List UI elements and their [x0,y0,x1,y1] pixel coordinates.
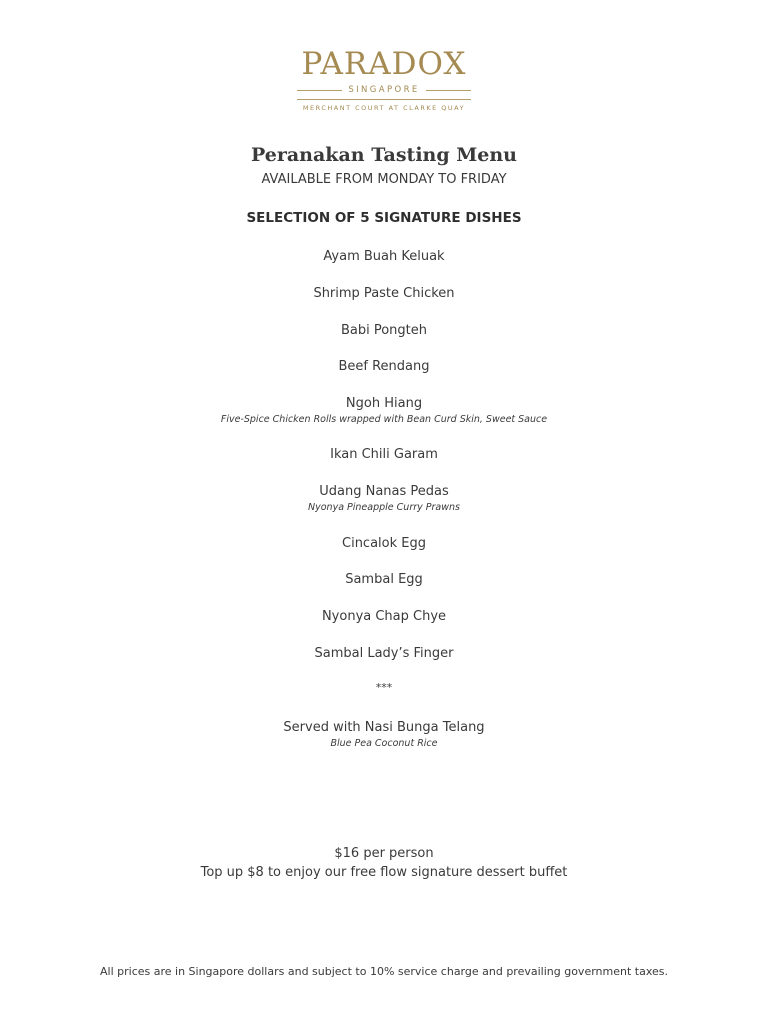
dish-item [0,535,768,553]
dish-item [0,483,768,515]
logo-location: MERCHANT COURT AT CLARKE QUAY [302,104,466,112]
price-footnote: All prices are in Singapore dollars and subject to 10% service charge and prevailing government taxes. [100,965,668,978]
dish-name: Babi Pongteh [340,323,428,338]
logo-city: SINGAPORE [348,85,420,95]
dish-name: Sambal Egg [345,572,423,587]
dish-item [0,446,768,464]
dish-name: Ayam Buah Keluak [323,249,445,264]
dish-item [0,608,768,626]
logo-brand: PARADOX [301,46,467,82]
paradox-logo [0,46,768,113]
topup-offer: Top up $8 to enjoy our free flow signature dessert buffet [200,865,568,880]
logo-city-row [297,84,471,96]
separator: *** [375,681,393,694]
dish-description: Nyonya Pineapple Curry Prawns [308,502,460,513]
dish-item [0,571,768,589]
dish-name: Udang Nanas Pedas [319,484,449,499]
price: $16 per person [334,846,434,861]
menu-availability: AVAILABLE FROM MONDAY TO FRIDAY [261,172,507,187]
served-with-description: Blue Pea Coconut Rice [330,738,438,749]
served-with [0,719,768,751]
dish-name: Beef Rendang [338,359,430,374]
dish-name: Ngoh Hiang [345,396,423,411]
served-with-name: Served with Nasi Bunga Telang [283,720,485,735]
dish-description: Five-Spice Chicken Rolls wrapped with Bean Curd Skin, Sweet Sauce [220,414,548,425]
dish-name: Ikan Chili Garam [330,447,438,462]
logo-rule-right [426,90,471,91]
dish-item [0,322,768,340]
dish-name: Shrimp Paste Chicken [313,286,455,301]
dish-item [0,358,768,376]
dish-item [0,248,768,266]
logo-rule-bottom [297,99,471,100]
dish-name: Sambal Lady’s Finger [314,646,454,661]
dish-item [0,395,768,427]
logo-rule-left [297,90,342,91]
dish-name: Nyonya Chap Chye [321,609,447,624]
menu-title: Peranakan Tasting Menu [251,144,517,166]
menu-selection-heading: SELECTION OF 5 SIGNATURE DISHES [246,210,522,226]
dish-item [0,645,768,663]
dish-name: Cincalok Egg [342,536,426,551]
dish-item [0,285,768,303]
